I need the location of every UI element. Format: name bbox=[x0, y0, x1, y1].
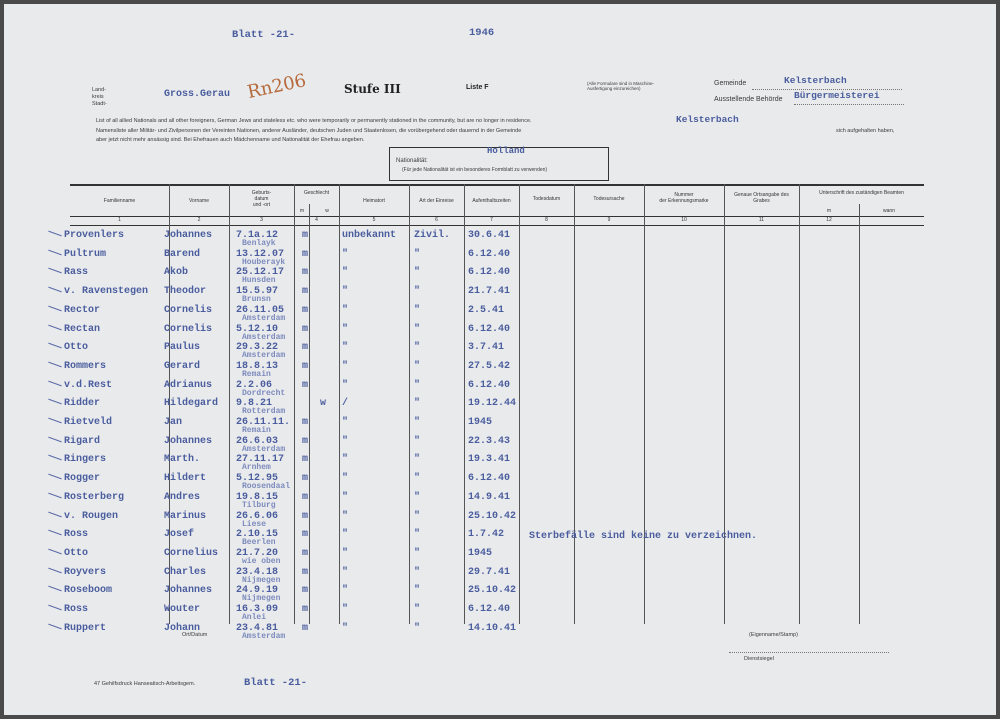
row-birth-date: 26.11.05 bbox=[236, 304, 285, 316]
col-grab: Genaue Ortsangabe des Grabes bbox=[734, 192, 789, 204]
row-stay-dates: 6.12.40 bbox=[468, 248, 511, 260]
row-birth-date: 13.12.07 bbox=[236, 248, 285, 260]
row-birth-place: Remain bbox=[242, 426, 271, 435]
row-family-name: Rectan bbox=[64, 323, 101, 335]
row-first-name: Johannes bbox=[164, 230, 213, 241]
row-home-town: " bbox=[342, 360, 349, 372]
row-home-town: " bbox=[342, 547, 349, 559]
row-first-name: Gerard bbox=[164, 360, 201, 372]
row-entry-type: " bbox=[414, 566, 421, 578]
row-birth-place: wie oben bbox=[242, 556, 281, 566]
row-family-name: Ross bbox=[64, 604, 89, 615]
col-number: 9 bbox=[607, 217, 611, 223]
row-birth-date: 5.12.10 bbox=[236, 323, 279, 335]
row-birth-date: 26.6.06 bbox=[236, 510, 279, 522]
row-first-name: Johannes bbox=[164, 585, 213, 597]
row-birth-place: Rotterdam bbox=[242, 407, 286, 417]
row-first-name: Adrianus bbox=[164, 379, 213, 391]
row-birth-place: Roosendaal bbox=[242, 482, 291, 492]
row-home-town: " bbox=[342, 435, 349, 447]
row-entry-type: " bbox=[414, 473, 421, 485]
row-family-name: Ruppert bbox=[64, 622, 107, 634]
row-birth-date: 19.8.15 bbox=[236, 491, 279, 503]
row-birth-date: 9.8.21 bbox=[236, 398, 273, 410]
row-sex: m bbox=[302, 435, 309, 447]
row-check-mark bbox=[48, 586, 61, 592]
behoerde-value: Bürgermeisterei bbox=[794, 90, 880, 101]
row-entry-type: " bbox=[414, 604, 421, 615]
row-sex: m bbox=[302, 379, 309, 391]
gemeinde-value: Kelsterbach bbox=[784, 75, 847, 86]
row-birth-date: 23.4.81 bbox=[236, 622, 279, 634]
form-note: (Alle Formulare sind in Maschine- Ausfertigung einzureichen) bbox=[587, 81, 655, 91]
row-family-name: Ringers bbox=[64, 454, 107, 466]
footer-printer-note: 47 Gehilfsdruck Hanseatisch-Arbeitsgem. bbox=[94, 681, 196, 687]
nationality-note: (Für jede Nationalität ist ein besonderes Formblatt zu verwenden) bbox=[402, 167, 548, 173]
row-home-town: " bbox=[342, 379, 349, 391]
gemeinde-label: Gemeinde bbox=[714, 80, 747, 87]
row-first-name: Marth. bbox=[164, 454, 201, 466]
row-birth-place: Amsterdam bbox=[242, 631, 286, 641]
handwritten-stamp: Rn206 bbox=[245, 70, 309, 103]
row-family-name: Rigard bbox=[64, 435, 101, 447]
row-entry-type: " bbox=[414, 379, 421, 391]
row-home-town: " bbox=[342, 454, 349, 466]
row-sex: m bbox=[302, 417, 309, 428]
row-stay-dates: 2.5.41 bbox=[468, 304, 505, 316]
row-birth-date: 16.3.09 bbox=[236, 604, 279, 615]
col-12-sub-a: m bbox=[826, 208, 832, 214]
row-first-name: Barend bbox=[164, 248, 201, 260]
row-check-mark bbox=[48, 324, 61, 330]
instruction-line-2: Namensliste aller Militär- und Zivilpersonen der Vereinten Nationen, anderer Ausländer, deutschen Juden und Staatenlosen, die vorübergehend oder dauernd in der Gemeinde bbox=[96, 128, 522, 134]
row-stay-dates: 1.7.42 bbox=[468, 529, 505, 541]
row-birth-date: 7.1a.12 bbox=[236, 230, 279, 241]
row-first-name: Akob bbox=[164, 267, 189, 279]
row-first-name: Charles bbox=[164, 566, 207, 578]
row-stay-dates: 6.12.40 bbox=[468, 473, 511, 485]
row-home-town: " bbox=[342, 585, 349, 597]
footer-dienstsiegel: Dienstsiegel bbox=[744, 656, 774, 662]
row-stay-dates: 6.12.40 bbox=[468, 604, 511, 615]
row-check-mark bbox=[48, 549, 61, 555]
row-sex: m bbox=[302, 566, 309, 578]
row-birth-date: 27.11.17 bbox=[236, 454, 285, 466]
row-birth-place: Nijmegen bbox=[242, 594, 281, 604]
col-12-sub-b: wann bbox=[883, 208, 895, 214]
row-birth-date: 2.2.06 bbox=[236, 379, 273, 391]
landkreis-label: Land- kreis bbox=[92, 87, 107, 100]
row-birth-date: 23.4.18 bbox=[236, 566, 279, 578]
row-check-mark bbox=[48, 492, 61, 498]
row-entry-type: " bbox=[414, 417, 421, 428]
row-family-name: Otto bbox=[64, 342, 89, 354]
behoerde-label: Ausstellende Behörde bbox=[714, 96, 783, 103]
row-home-town: " bbox=[342, 248, 349, 260]
row-entry-type: " bbox=[414, 398, 421, 410]
row-first-name: Josef bbox=[164, 529, 195, 541]
row-birth-date: 26.6.03 bbox=[236, 435, 279, 447]
row-sex: m bbox=[302, 304, 309, 316]
row-first-name: Wouter bbox=[164, 604, 201, 615]
row-home-town: " bbox=[342, 323, 349, 335]
row-stay-dates: 1945 bbox=[468, 417, 493, 428]
row-home-town: " bbox=[342, 604, 349, 615]
blatt-top: Blatt -21- bbox=[232, 29, 296, 41]
row-entry-type: " bbox=[414, 360, 421, 372]
row-first-name: Jan bbox=[164, 417, 183, 428]
row-family-name: Pultrum bbox=[64, 248, 107, 260]
instruction-line-3: aber jetzt nicht mehr ansässig sind. Bei Ehefrauen auch Mädchenname und Nationalität der Ehefrau angeben. bbox=[96, 137, 365, 143]
row-first-name: Theodor bbox=[164, 286, 207, 298]
row-sex: m bbox=[302, 454, 309, 466]
row-sex: m bbox=[302, 248, 309, 260]
row-stay-dates: 29.7.41 bbox=[468, 566, 511, 578]
row-check-mark bbox=[48, 530, 61, 536]
document-sheet bbox=[4, 4, 996, 715]
row-entry-type: " bbox=[414, 304, 421, 316]
row-stay-dates: 6.12.40 bbox=[468, 267, 511, 279]
row-birth-place: Amsterdam bbox=[242, 332, 286, 342]
row-stay-dates: 6.12.40 bbox=[468, 379, 511, 391]
col-number: 5 bbox=[372, 217, 376, 223]
row-sex: m bbox=[302, 529, 309, 541]
row-birth-place: Houberayk bbox=[242, 257, 286, 267]
stamp-no-deaths: Sterbefälle sind keine zu verzeichnen. bbox=[529, 531, 758, 542]
row-family-name: v. Rougen bbox=[64, 510, 119, 522]
row-sex: m bbox=[302, 585, 309, 597]
row-birth-date: 15.5.97 bbox=[236, 286, 279, 298]
col-vorname: Vorname bbox=[188, 198, 209, 204]
row-first-name: Hildert bbox=[164, 473, 207, 485]
col-familienname: Familienname bbox=[103, 198, 136, 204]
row-family-name: Rosterberg bbox=[64, 491, 125, 503]
row-home-town: " bbox=[342, 286, 349, 298]
row-check-mark bbox=[48, 231, 61, 237]
row-first-name: Marinus bbox=[164, 510, 207, 522]
col-aufenthalt: Aufenthaltszeiten bbox=[472, 198, 511, 204]
row-stay-dates: 21.7.41 bbox=[468, 286, 511, 298]
row-stay-dates: 30.6.41 bbox=[468, 230, 511, 241]
row-sex: m bbox=[302, 547, 309, 559]
row-sex: m bbox=[302, 510, 309, 522]
row-first-name: Hildegard bbox=[164, 398, 219, 410]
col-number: 11 bbox=[758, 217, 765, 223]
row-sex: m bbox=[302, 286, 309, 298]
row-home-town: unbekannt bbox=[342, 230, 397, 241]
row-entry-type: " bbox=[414, 622, 421, 634]
row-sex: m bbox=[302, 604, 309, 615]
row-entry-type: " bbox=[414, 491, 421, 503]
row-stay-dates: 19.3.41 bbox=[468, 454, 511, 466]
row-sex: m bbox=[302, 267, 309, 279]
row-sex: m bbox=[302, 342, 309, 354]
row-birth-date: 5.12.95 bbox=[236, 473, 279, 485]
instruction-line-2-end: sich aufgehalten haben, bbox=[836, 128, 895, 134]
kreis-value: Gross.Gerau bbox=[164, 89, 231, 100]
row-sex: m bbox=[302, 360, 309, 372]
nationality-value: Holland bbox=[487, 146, 525, 156]
col-geschlecht-w: w bbox=[325, 208, 329, 214]
row-check-mark bbox=[48, 418, 61, 424]
row-family-name: Rass bbox=[64, 267, 89, 279]
row-family-name: Otto bbox=[64, 547, 89, 559]
row-entry-type: Zivil. bbox=[414, 230, 451, 241]
col-number: 3 bbox=[260, 217, 263, 223]
row-birth-place: Benlayk bbox=[242, 239, 276, 248]
row-entry-type: " bbox=[414, 248, 421, 260]
row-home-town: " bbox=[342, 566, 349, 578]
row-check-mark bbox=[48, 474, 61, 480]
row-home-town: " bbox=[342, 510, 349, 522]
row-first-name: Johann bbox=[164, 622, 201, 634]
col-number: 2 bbox=[197, 217, 201, 223]
row-birth-place: Amsterdam bbox=[242, 444, 286, 454]
row-stay-dates: 14.9.41 bbox=[468, 491, 511, 503]
row-stay-dates: 6.12.40 bbox=[468, 323, 511, 335]
row-stay-dates: 19.12.44 bbox=[468, 398, 517, 410]
row-sex: m bbox=[302, 323, 309, 335]
col-heimatort: Heimatort bbox=[363, 198, 385, 204]
nationality-label: Nationalität: bbox=[396, 158, 428, 164]
row-home-town: " bbox=[342, 417, 349, 428]
row-check-mark bbox=[48, 623, 61, 629]
col-number: 7 bbox=[490, 217, 493, 223]
row-entry-type: " bbox=[414, 529, 421, 541]
row-check-mark bbox=[48, 399, 61, 405]
col-unterschrift: Unterschrift des zuständigen Beamten bbox=[819, 190, 904, 196]
col-number: 1 bbox=[118, 217, 121, 223]
row-birth-date: 25.12.17 bbox=[236, 267, 285, 279]
row-birth-place: Hunsden bbox=[242, 276, 276, 286]
col-erkennungsmarke: Nummer der Erkennungsmarke bbox=[659, 192, 709, 204]
row-family-name: Roseboom bbox=[64, 585, 113, 597]
row-birth-place: Beerlen bbox=[242, 538, 276, 548]
year: 1946 bbox=[469, 27, 495, 39]
row-family-name: Ridder bbox=[64, 398, 101, 410]
row-birth-place: Liese bbox=[242, 519, 267, 529]
row-check-mark bbox=[48, 305, 61, 311]
row-home-town: " bbox=[342, 267, 349, 279]
row-birth-date: 29.3.22 bbox=[236, 342, 279, 354]
stadt-label: Stadt- bbox=[92, 101, 107, 107]
row-family-name: Ross bbox=[64, 529, 89, 541]
row-family-name: Royvers bbox=[64, 566, 107, 578]
row-first-name: Cornelis bbox=[164, 304, 213, 316]
row-entry-type: " bbox=[414, 286, 421, 298]
row-birth-place: Nijmegen bbox=[242, 575, 281, 585]
row-home-town: " bbox=[342, 304, 349, 316]
row-birth-date: 26.11.11. bbox=[236, 417, 291, 428]
row-check-mark bbox=[48, 455, 61, 461]
row-birth-place: Anlei bbox=[242, 613, 267, 622]
row-sex: w bbox=[320, 398, 327, 410]
row-stay-dates: 27.5.42 bbox=[468, 360, 511, 372]
row-family-name: v.d.Rest bbox=[64, 379, 113, 391]
row-birth-place: Amsterdam bbox=[242, 351, 286, 361]
row-first-name: Andres bbox=[164, 491, 201, 503]
row-family-name: v. Ravenstegen bbox=[64, 286, 149, 298]
row-birth-place: Remain bbox=[242, 369, 271, 379]
row-check-mark bbox=[48, 567, 61, 573]
row-home-town: " bbox=[342, 622, 349, 634]
footer-signature: (Eigenname/Stamp) bbox=[749, 632, 798, 638]
place-value: Kelsterbach bbox=[676, 114, 739, 125]
col-number: 6 bbox=[435, 217, 438, 223]
row-stay-dates: 25.10.42 bbox=[468, 510, 517, 522]
col-geschlecht: Geschlecht bbox=[303, 190, 329, 196]
row-family-name: Rogger bbox=[64, 473, 101, 485]
liste-label: Liste F bbox=[466, 84, 489, 91]
footer-ort: Ort/Datum bbox=[182, 632, 208, 638]
row-home-town: / bbox=[342, 398, 349, 410]
stufe-title: Stufe III bbox=[344, 82, 401, 96]
row-stay-dates: 25.10.42 bbox=[468, 585, 517, 597]
row-birth-place: Arnhem bbox=[242, 463, 271, 473]
row-home-town: " bbox=[342, 491, 349, 503]
row-check-mark bbox=[48, 268, 61, 274]
row-check-mark bbox=[48, 380, 61, 386]
row-home-town: " bbox=[342, 529, 349, 541]
row-check-mark bbox=[48, 287, 61, 293]
col-geschlecht-m: m bbox=[299, 208, 305, 214]
row-first-name: Johannes bbox=[164, 435, 213, 447]
row-family-name: Rietveld bbox=[64, 417, 113, 428]
col-todesursache: Todesursache bbox=[593, 196, 625, 202]
row-first-name: Cornelis bbox=[164, 323, 213, 335]
row-stay-dates: 3.7.41 bbox=[468, 342, 505, 354]
blatt-bottom: Blatt -21- bbox=[244, 677, 308, 689]
row-birth-place: Tilburg bbox=[242, 500, 276, 510]
row-birth-date: 18.8.13 bbox=[236, 360, 279, 372]
row-family-name: Rector bbox=[64, 304, 101, 316]
row-check-mark bbox=[48, 249, 61, 255]
col-number: 4 bbox=[315, 217, 318, 223]
col-number: 8 bbox=[545, 217, 548, 223]
row-birth-date: 24.9.19 bbox=[236, 585, 279, 597]
row-check-mark bbox=[48, 436, 61, 442]
col-number: 12 bbox=[826, 217, 832, 223]
col-number: 10 bbox=[681, 217, 687, 223]
row-first-name: Cornelius bbox=[164, 547, 219, 559]
row-first-name: Paulus bbox=[164, 342, 201, 354]
col-geburt: Geburts- datum und -ort bbox=[251, 190, 272, 208]
row-entry-type: " bbox=[414, 454, 421, 466]
row-check-mark bbox=[48, 511, 61, 517]
row-sex: m bbox=[302, 622, 309, 634]
row-home-town: " bbox=[342, 342, 349, 354]
row-stay-dates: 22.3.43 bbox=[468, 435, 511, 447]
row-check-mark bbox=[48, 343, 61, 349]
col-einreise: Art der Einreise bbox=[419, 198, 454, 204]
row-stay-dates: 1945 bbox=[468, 547, 493, 559]
row-sex: m bbox=[302, 473, 309, 485]
row-family-name: Provenlers bbox=[64, 230, 125, 241]
row-entry-type: " bbox=[414, 510, 421, 522]
col-todesdatum: Todesdatum bbox=[532, 196, 561, 202]
row-check-mark bbox=[48, 362, 61, 368]
row-stay-dates: 14.10.41 bbox=[468, 622, 517, 634]
instruction-line-1: List of all allied Nationals and all other foreigners, German Jews and stateless etc. who were temporarily or permanently stationed in the community, but are no longer in residence. bbox=[96, 118, 532, 124]
row-birth-date: 21.7.20 bbox=[236, 547, 279, 559]
row-entry-type: " bbox=[414, 547, 421, 559]
row-check-mark bbox=[48, 605, 61, 611]
row-entry-type: " bbox=[414, 267, 421, 279]
row-birth-place: Brunsn bbox=[242, 295, 271, 305]
row-birth-place: Amsterdam bbox=[242, 313, 286, 323]
row-entry-type: " bbox=[414, 323, 421, 335]
row-sex: m bbox=[302, 491, 309, 503]
row-sex: m bbox=[302, 230, 309, 241]
row-entry-type: " bbox=[414, 342, 421, 354]
row-home-town: " bbox=[342, 473, 349, 485]
row-birth-place: Dordrecht bbox=[242, 388, 286, 398]
row-entry-type: " bbox=[414, 585, 421, 597]
row-birth-date: 2.10.15 bbox=[236, 529, 279, 541]
row-entry-type: " bbox=[414, 435, 421, 447]
row-family-name: Rommers bbox=[64, 360, 107, 372]
